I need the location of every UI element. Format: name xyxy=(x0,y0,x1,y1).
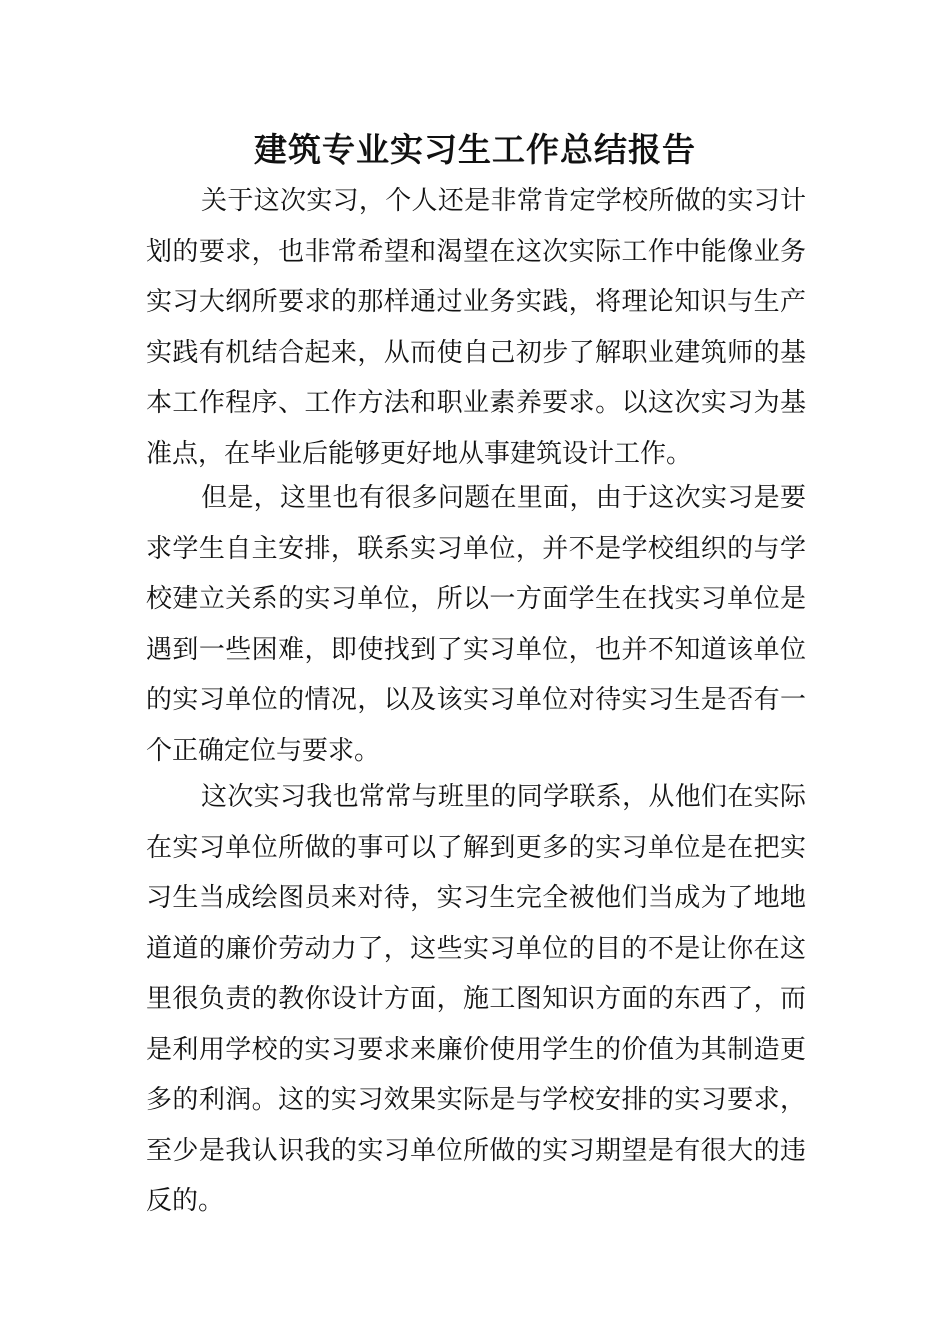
paragraph-1 xyxy=(146,176,806,479)
paragraph-line: 个正确定位与要求。 xyxy=(146,735,381,766)
paragraph-line: 这次实习我也常常与班里的同学联系，从他们在实际 xyxy=(201,782,806,812)
paragraph-line: 里很负责的教你设计方面，施工图知识方面的东西了，而 xyxy=(146,984,806,1014)
paragraph-line: 校建立关系的实习单位，所以一方面学生在找实习单位是 xyxy=(146,584,806,614)
paragraph-line: 关于这次实习，个人还是非常肯定学校所做的实习计 xyxy=(201,186,806,216)
paragraph-line: 至少是我认识我的实习单位所做的实习期望是有很大的违 xyxy=(146,1135,806,1166)
paragraph-line: 道道的廉价劳动力了，这些实习单位的目的不是让你在这 xyxy=(146,933,806,964)
paragraph-line: 但是，这里也有很多问题在里面，由于这次实习是要 xyxy=(201,483,806,513)
document-title: 建筑专业实习生工作总结报告 xyxy=(254,130,696,169)
paragraph-line: 划的要求，也非常希望和渴望在这次实际工作中能像业务 xyxy=(146,236,806,267)
paragraph-line: 反的。 xyxy=(146,1186,225,1216)
paragraph-line: 习生当成绘图员来对待，实习生完全被他们当成为了地地 xyxy=(146,883,806,913)
paragraph-line: 求学生自主安排，联系实习单位，并不是学校组织的与学 xyxy=(146,533,806,564)
paragraph-3 xyxy=(146,772,806,1227)
paragraph-2 xyxy=(146,473,806,776)
paragraph-line: 多的利润。这的实习效果实际是与学校安排的实习要求， xyxy=(146,1085,806,1115)
paragraph-line: 的实习单位的情况，以及该实习单位对待实习生是否有一 xyxy=(146,685,806,715)
paragraph-line: 在实习单位所做的事可以了解到更多的实习单位是在把实 xyxy=(146,832,806,863)
paragraph-line: 是利用学校的实习要求来廉价使用学生的价值为其制造更 xyxy=(146,1034,806,1065)
paragraph-line: 实践有机结合起来，从而使自己初步了解职业建筑师的基 xyxy=(146,337,806,368)
paragraph-line: 本工作程序、工作方法和职业素养要求。以这次实习为基 xyxy=(146,388,806,418)
paragraph-line: 准点，在毕业后能够更好地从事建筑设计工作。 xyxy=(146,438,693,469)
paragraph-line: 遇到一些困难，即使找到了实习单位，也并不知道该单位 xyxy=(146,634,806,665)
paragraph-line: 实习大纲所要求的那样通过业务实践，将理论知识与生产 xyxy=(146,287,806,317)
